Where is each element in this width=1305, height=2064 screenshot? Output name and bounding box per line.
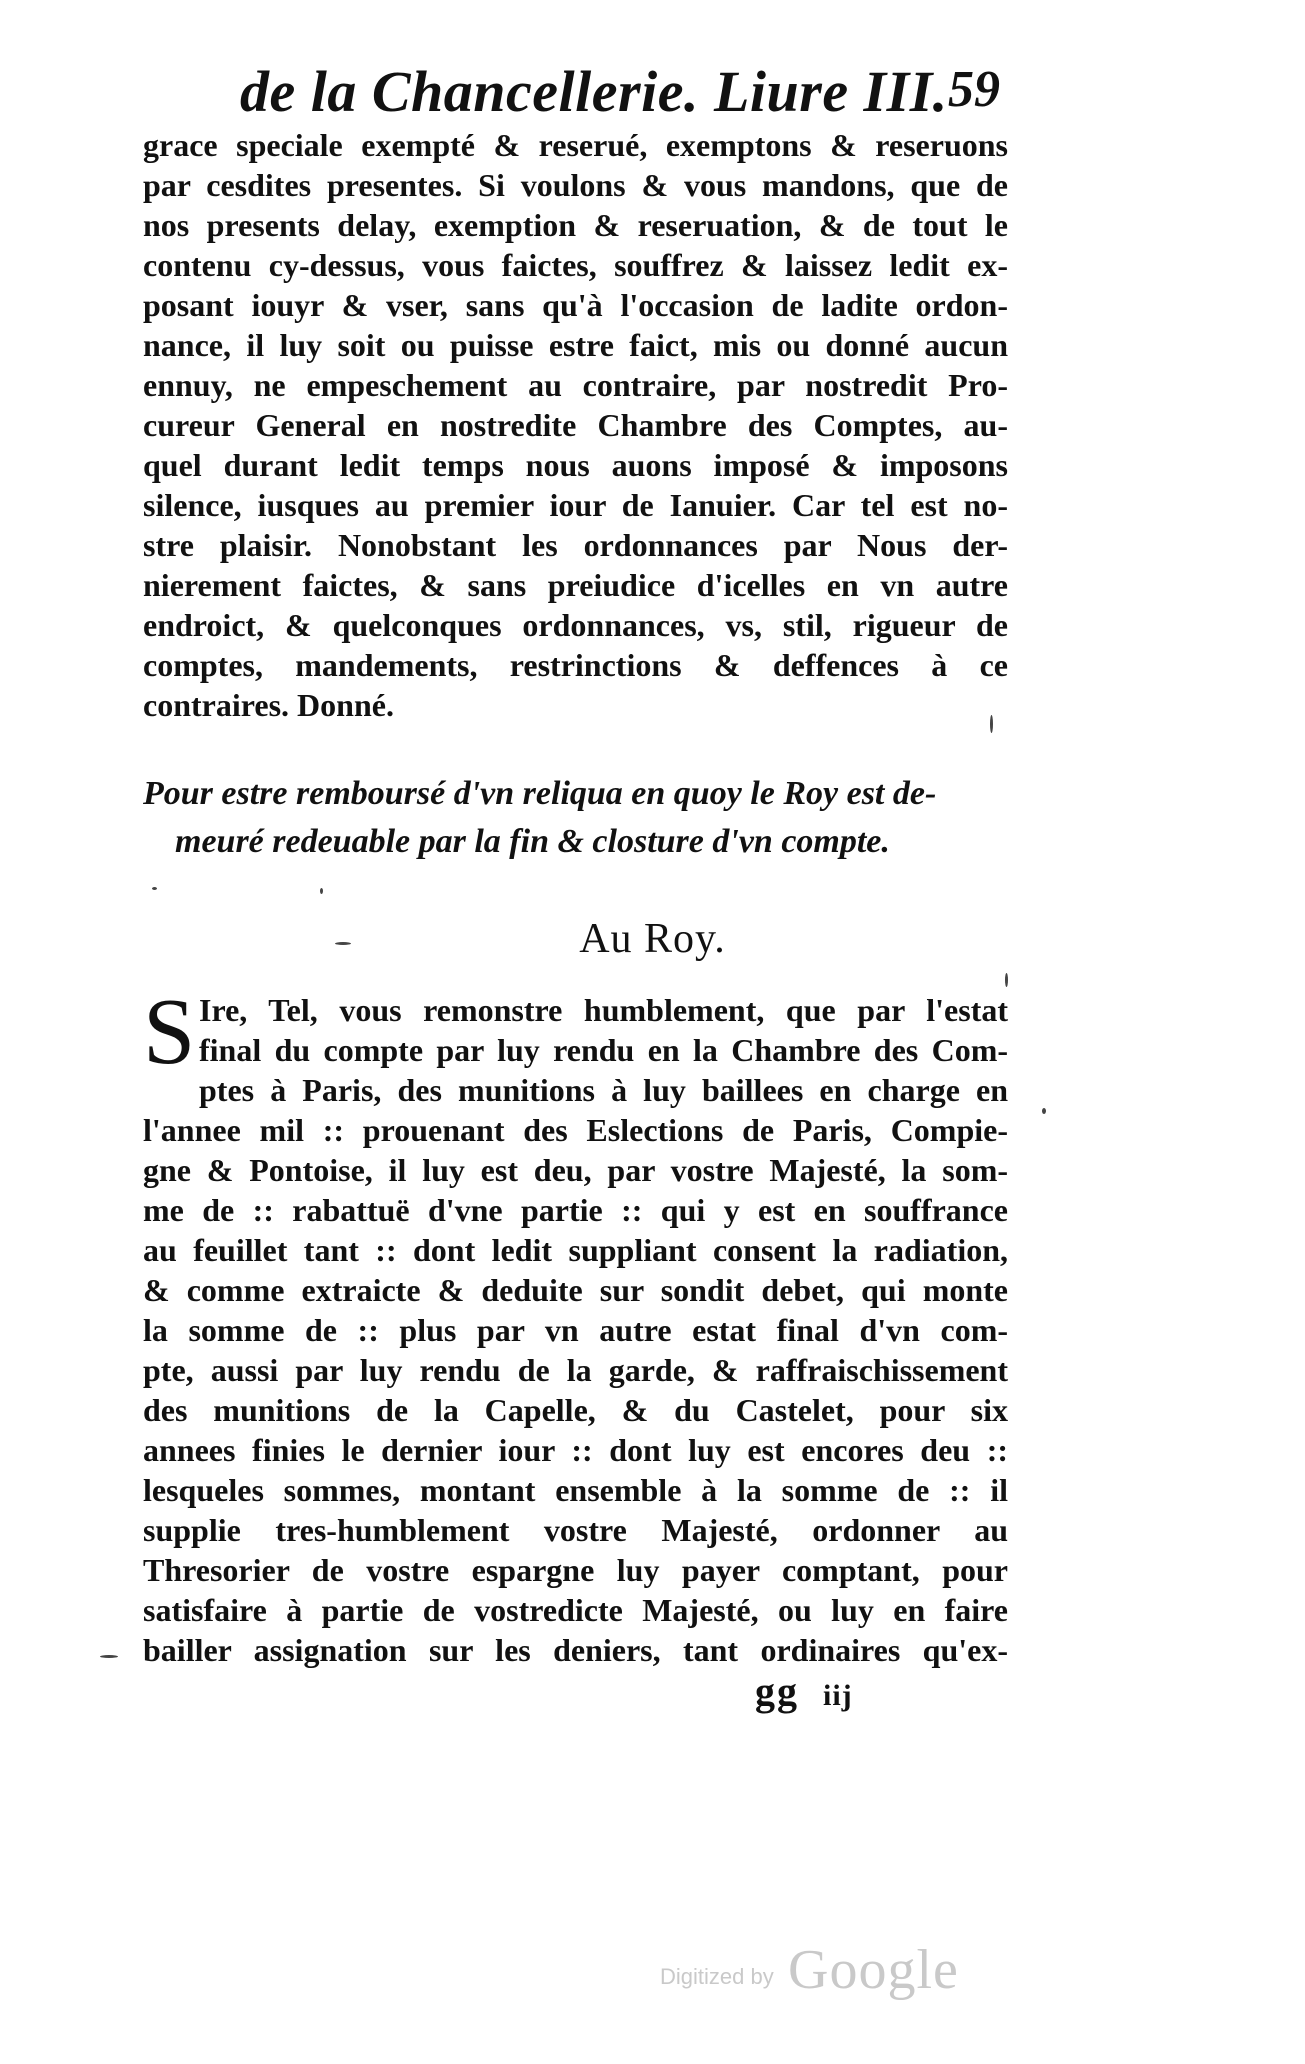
text-line: ptes à Paris, des munitions à luy baillees en charge en [199, 1072, 1008, 1108]
text-line: nierement faictes, & sans preiudice d'icelles en vn autre [143, 567, 1008, 603]
text-line: contenu cy-dessus, vous faictes, souffrez & laissez ledit ex- [143, 247, 1008, 283]
text-line: grace speciale exempté & reserué, exemptons & reseruons [143, 127, 1008, 163]
text-line: silence, iusques au premier iour de Ianuier. Car tel est no- [143, 487, 1008, 523]
page-number: 59 [948, 61, 1000, 118]
text-line: me de :: rabattuë d'vne partie :: qui y est en souffrance [143, 1192, 1008, 1228]
signature-leaf: iij [823, 1679, 853, 1712]
text-line: contraires. Donné. [143, 687, 394, 723]
text-line: la somme de :: plus par vn autre estat final d'vn com- [143, 1312, 1008, 1348]
scan-speck [1042, 1108, 1046, 1114]
scan-speck [1005, 973, 1008, 987]
scan-speck [100, 1655, 118, 1658]
scan-speck [320, 888, 323, 894]
text-line: & comme extraicte & deduite sur sondit debet, qui monte [143, 1272, 1008, 1308]
text-line: satisfaire à partie de vostredicte Majesté, ou luy en faire [143, 1592, 1008, 1628]
text-line: stre plaisir. Nonobstant les ordonnances par Nous der- [143, 527, 1008, 563]
section-rubric [143, 770, 1008, 866]
google-logo: Google [788, 1939, 959, 2001]
scan-speck [990, 715, 993, 733]
running-head [240, 58, 1000, 128]
text-line: Thresorier de vostre espargne luy payer comptant, pour [143, 1552, 1008, 1588]
text-line: cureur General en nostredite Chambre des Comptes, au- [143, 407, 1008, 443]
text-line: Ire, Tel, vous remonstre humblement, que par l'estat [199, 992, 1008, 1028]
text-line: annees finies le dernier iour :: dont luy est encores deu :: [143, 1432, 1008, 1468]
signature-mark [755, 1668, 853, 1715]
text-line: lesqueles sommes, montant ensemble à la somme de :: il [143, 1472, 1008, 1508]
text-line: ennuy, ne empeschement au contraire, par nostredit Pro- [143, 367, 1008, 403]
text-line: quel durant ledit temps nous auons imposé & imposons [143, 447, 1008, 483]
text-line: nos presents delay, exemption & reseruation, & de tout le [143, 207, 1008, 243]
rubric-line: Pour estre remboursé d'vn reliqua en quoy le Roy est de- [143, 775, 937, 812]
scan-speck [152, 887, 157, 890]
text-line: l'annee mil :: prouenant des Eslections de Paris, Compie- [143, 1112, 1008, 1148]
text-line: bailler assignation sur les deniers, tant ordinaires qu'ex- [143, 1632, 1008, 1668]
running-title: de la Chancellerie. Liure III. [240, 59, 948, 124]
text-line: supplie tres-humblement vostre Majesté, ordonner au [143, 1512, 1008, 1548]
text-line: comptes, mandements, restrinctions & deffences à ce [143, 647, 1008, 683]
signature-gathering: gg [755, 1669, 799, 1714]
text-line: des munitions de la Capelle, & du Castelet, pour six [143, 1392, 1008, 1428]
text-line: par cesdites presentes. Si voulons & vous mandons, que de [143, 167, 1008, 203]
text-line: au feuillet tant :: dont ledit suppliant consent la radiation, [143, 1232, 1008, 1268]
paragraph-letters-patent [143, 125, 1008, 725]
text-line: nance, il luy soit ou puisse estre faict, mis ou donné aucun [143, 327, 1008, 363]
scan-speck [335, 942, 351, 945]
digitization-watermark [660, 1938, 1000, 2008]
text-line: endroict, & quelconques ordonnances, vs, stil, rigueur de [143, 607, 1008, 643]
rubric-line: meuré redeuable par la fin & closture d'vn compte. [175, 823, 890, 860]
paragraph-petition [143, 980, 1008, 1670]
address-heading: Au Roy. [579, 916, 726, 962]
text-line: posant iouyr & vser, sans qu'à l'occasion de ladite ordon- [143, 287, 1008, 323]
watermark-prefix: Digitized by [660, 1964, 774, 1989]
drop-cap: S [143, 980, 196, 1084]
text-line: pte, aussi par luy rendu de la garde, & raffraischissement [143, 1352, 1008, 1388]
text-line: gne & Pontoise, il luy est deu, par vostre Majesté, la som- [143, 1152, 1008, 1188]
text-line: final du compte par luy rendu en la Chambre des Com- [199, 1032, 1008, 1068]
